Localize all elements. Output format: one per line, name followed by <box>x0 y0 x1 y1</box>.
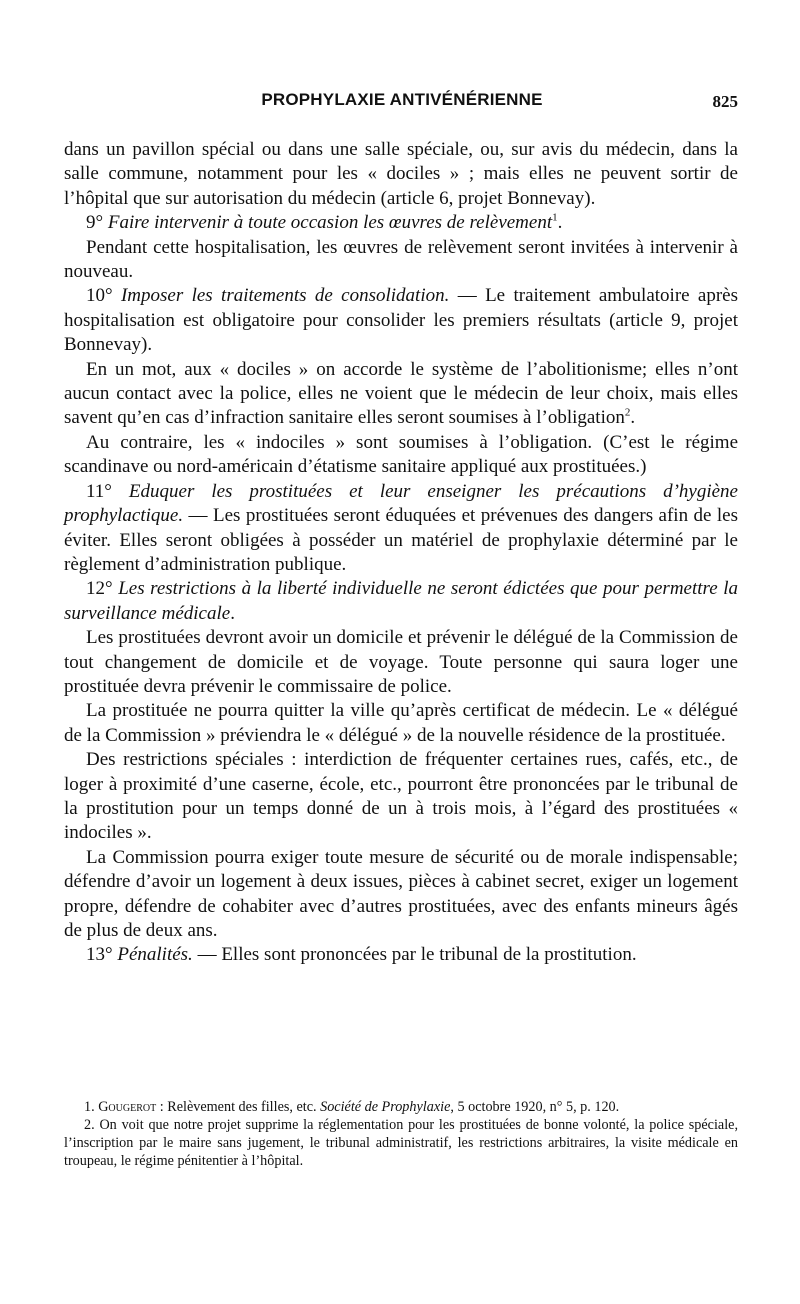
paragraph: dans un pavillon spécial ou dans une salle spéciale, ou, sur avis du médecin, dans la salle commune, notamment pour les « dociles » ; mais elles ne peuvent sortir de l’hôpital que sur autorisation du médecin (article 6, projet Bonnevay). <box>64 139 738 209</box>
footnotes <box>64 1098 738 1170</box>
section-heading-13: 13° Pénalités. — Elles sont prononcées par le tribunal de la prostitution. <box>86 944 637 966</box>
section-heading-9: 9° Faire intervenir à toute occasion les œuvres de relèvement$^1$. <box>86 211 563 234</box>
footnote-ref: 2 <box>624 407 631 420</box>
section-title: Eduquer les prostituées et leur enseigner les précautions d’hygiène prophylactique. <box>64 480 738 527</box>
main-text <box>64 138 738 968</box>
paragraph: Au contraire, les « indociles » sont soumises à l’obligation. (C’est le régime scandinave ou nord-américain d’étatisme sanitaire appliqué aux prostituées.) <box>64 431 738 478</box>
footnote-2: 2. On voit que notre projet supprime la réglementation pour les prostituées de bonne volonté, la police spéciale, l’inscription par le maire sans jugement, le tribunal administratif, les restrictions arbitraires, la visite médicale en troupeau, le régime pénitentier à l’hôpital. <box>64 1117 738 1169</box>
section-title: Faire intervenir à toute occasion les œuvres de relèvement <box>107 212 553 234</box>
section-title: Pénalités. <box>117 944 193 966</box>
paragraph: En un mot, aux « dociles » on accorde le système de l’abolitionisme; elles n’ont aucun contact avec la police, elles ne voient que le médecin de leur choix, mais elles savent qu’en cas d’infraction sanitaire elles seront soumises à l’obligation$^2$. <box>64 358 738 429</box>
running-header <box>66 90 738 120</box>
section-heading-10: 10° Imposer les traitements de consolidation. — Le traitement ambulatoire après hospitalisation est obligatoire pour consolider les premiers résultats (article 9, projet Bonnevay). <box>64 285 739 356</box>
section-title: Les restrictions à la liberté individuelle ne seront édictées que pour permettre la surveillance médicale <box>64 578 739 624</box>
footnote-1: 1. Gougerot : Relèvement des filles, etc. Société de Prophylaxie, 5 octobre 1920, n° 5, p. 120. <box>84 1099 620 1115</box>
section-heading-11: 11° Eduquer les prostituées et leur enseigner les précautions d’hygiène prophylactique. — Les prostituées seront éduquées et prévenues des dangers afin de les éviter. Elles seront obligées à posséder un matériel de prophylaxie déterminé par le règlement d’administration publique. <box>64 480 738 575</box>
section-heading-12: 12° Les restrictions à la liberté individuelle ne seront édictées que pour permettre la surveillance médicale. <box>64 578 739 624</box>
paragraph: Pendant cette hospitalisation, les œuvres de relèvement seront invitées à intervenir à nouveau. <box>64 236 738 283</box>
footnote-author: Gougerot <box>98 1099 157 1115</box>
running-title: PROPHYLAXIE ANTIVÉNÉRIENNE <box>261 90 543 109</box>
paragraph: Des restrictions spéciales : interdiction de fréquenter certaines rues, cafés, etc., de loger à proximité d’une caserne, école, etc., pourront être prononcées par le tribunal de la prostitution pour un temps donné de un à trois mois, à l’égard des prostituées « indociles ». <box>64 749 738 844</box>
footnote-ref: 1 <box>552 211 558 224</box>
paragraph: La Commission pourra exiger toute mesure de sécurité ou de morale indispensable; défendre d’avoir un logement à deux issues, pièces à cabinet secret, exiger un logement propre, défendre de cohabiter avec d’autres prostituées, avec des enfants mineurs âgés de plus de deux ans. <box>64 846 738 941</box>
footnote-source: Société de Prophylaxie <box>320 1099 451 1115</box>
section-title: Imposer les traitements de consolidation. <box>120 285 450 307</box>
paragraph: La prostituée ne pourra quitter la ville qu’après certificat de médecin. Le « délégué de la Commission » préviendra le « délégué » de la nouvelle résidence de la prostituée. <box>64 700 738 746</box>
page-number: 825 <box>712 92 738 111</box>
paragraph: Les prostituées devront avoir un domicile et prévenir le délégué de la Commission de tout changement de domicile et de voyage. Toute personne qui saura loger une prostituée devra prévenir le commissaire de police. <box>64 627 738 697</box>
